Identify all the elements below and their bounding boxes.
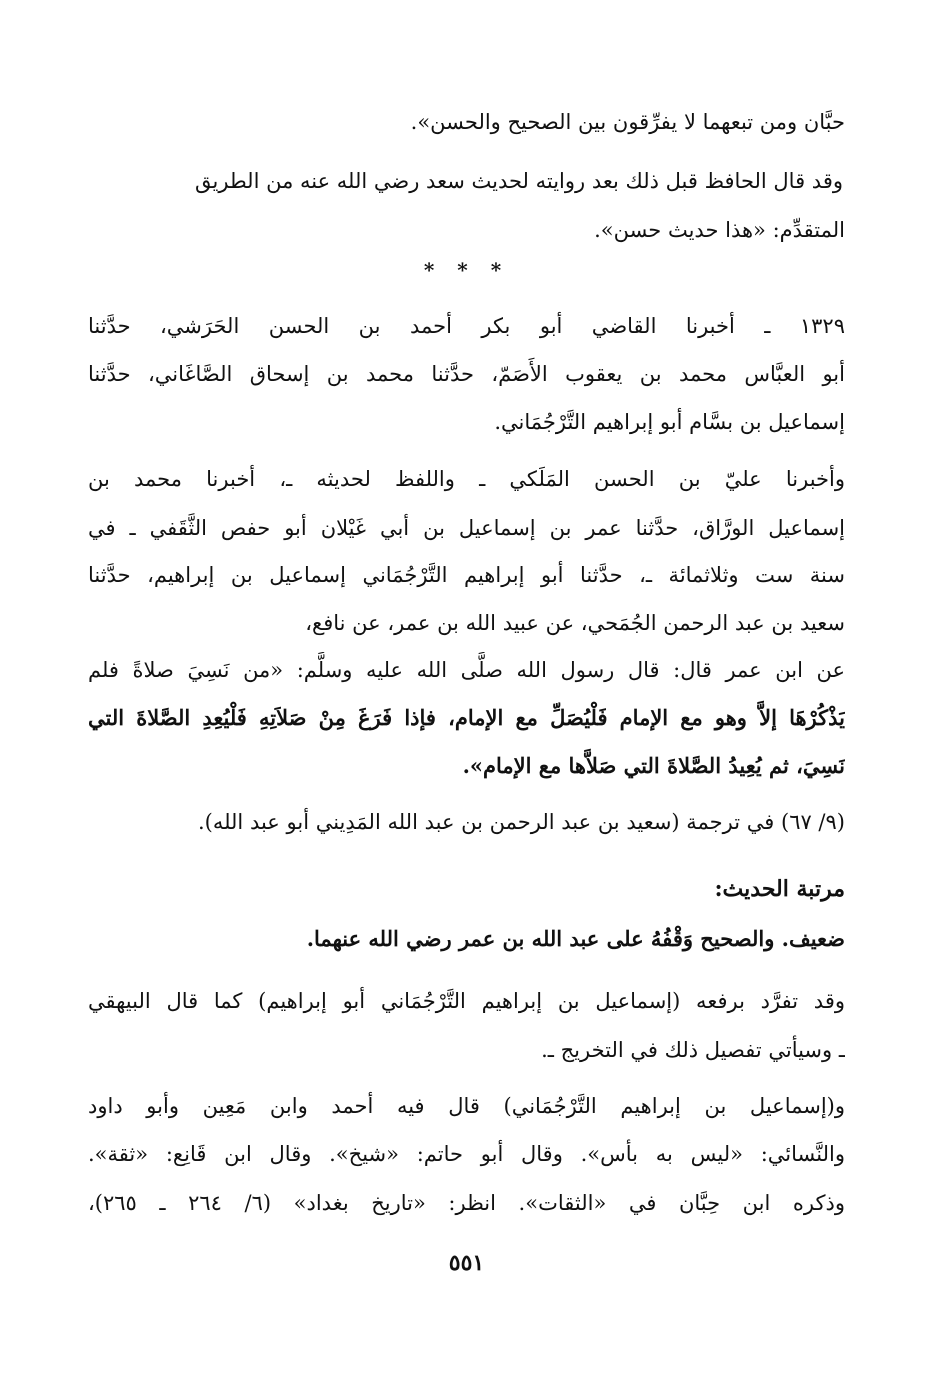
text-line: سعيد بن عبد الرحمن الجُمَحي، عن عبيد الله بن عمر، عن نافع، xyxy=(305,611,845,635)
text-line: و(إسماعيل بن إبراهيم التَّرْجُمَاني) قال فيه أحمد وابن مَعِين وأبو داود xyxy=(88,1094,845,1118)
hadith-text-line: يَذْكُرْهَا إلاَّ وهو مع الإمام فَلْيُصَلِّ مع الإمام، فإذا فَرَغَ مِنْ صَلاَتِهِ فَلْيُعِدِ الصَّلاةَ التي xyxy=(88,705,845,730)
text-line: المتقدِّم: «هذا حديث حسن». xyxy=(594,218,845,242)
text-line: وقد تفرَّد برفعه (إسماعيل بن إبراهيم التَّرْجُمَاني أبو إبراهيم) كما قال البيهقي xyxy=(88,989,845,1013)
hadith-text-line: نَسِيَ، ثم يُعِيدُ الصَّلاةَ التي صَلاَّها مع الإمام». xyxy=(462,753,845,778)
text-line: إسماعيل بن بسَّام أبو إبراهيم التَّرْجُمَاني. xyxy=(494,410,845,434)
text-line: حبَّان ومن تبعهما لا يفرِّقون بين الصحيح والحسن». xyxy=(410,110,845,134)
grading-line: ضعيف. والصحيح وَقْفُهُ على عبد الله بن عمر رضي الله عنهما. xyxy=(306,926,845,951)
reference-line: (٩/ ٦٧) في ترجمة (سعيد بن عبد الرحمن بن عبد الله المَدِيني أبو عبد الله). xyxy=(197,810,845,834)
text-line: وأخبرنا عليّ بن الحسن المَلَكي ـ واللفظ لحديثه ـ، أخبرنا محمد بن xyxy=(88,467,845,491)
text-line: سنة ست وثلاثمائة ـ، حدَّثنا أبو إبراهيم التَّرْجُمَاني إسماعيل بن إبراهيم، حدَّثنا xyxy=(88,563,845,587)
text-line: أبو العبَّاس محمد بن يعقوب الأَصَمّ، حدَّثنا محمد بن إسحاق الصَّاغَاني، حدَّثنا xyxy=(88,362,845,386)
text-line: ـ وسيأتي تفصيل ذلك في التخريج ـ. xyxy=(541,1038,845,1062)
section-separator: * * * xyxy=(423,258,510,282)
hadith-text-line: عن ابن عمر قال: قال رسول الله صلَّى الله عليه وسلَّم: «من نَسِيَ صلاةً فلم xyxy=(88,658,845,682)
text-line: وذكره ابن حِبَّان في «الثقات». انظر: «تاريخ بغداد» (٦/ ٢٦٤ ـ ٢٦٥)، xyxy=(88,1191,845,1215)
text-line: والنَّسائي: «ليس به بأس». وقال أبو حاتم: «شيخ». وقال ابن قَانِع: «ثقة». xyxy=(88,1142,845,1166)
hadith-heading-line: ١٣٢٩ ـ أخبرنا القاضي أبو بكر أحمد بن الحسن الحَرَشي، حدَّثنا xyxy=(88,314,845,338)
section-title: مرتبة الحديث: xyxy=(714,876,845,902)
page-number: ٥٥١ xyxy=(448,1250,485,1276)
text-line: وقد قال الحافظ قبل ذلك بعد روايته لحديث سعد رضي الله عنه من الطريق xyxy=(195,169,843,193)
text-line: إسماعيل الورَّاق، حدَّثنا عمر بن إسماعيل بن أبي غَيْلان أبو حفص الثَّقَفي ـ في xyxy=(88,516,845,540)
